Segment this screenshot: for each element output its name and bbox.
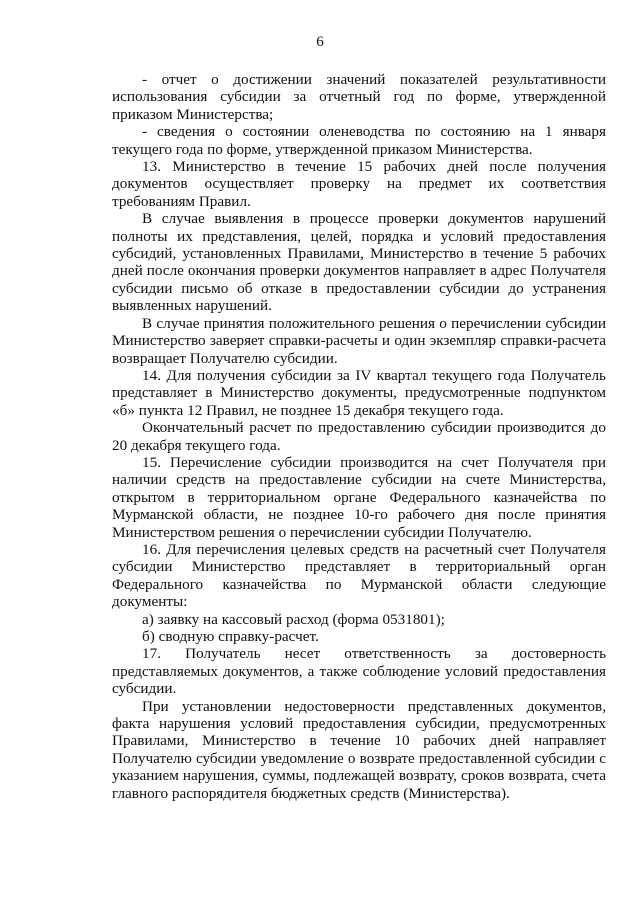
paragraph-unreliability: При установлении недостоверности представленных документов, факта нарушения условий предоставления субсидии, предусмотренных Правилами, Министерство в течение 10 рабочих дней направляет Получателю субсидии уведомление о возврате предоставленной субсидии с указанием нарушения, суммы, подлежащей возврату, сроков возврата, счета главного распорядителя бюджетных средств (Министерства). — [112, 697, 606, 802]
paragraph-item-a: а) заявку на кассовый расход (форма 0531801); — [142, 610, 445, 628]
paragraph-final-calculation: Окончательный расчет по предоставлению субсидии производится до 20 декабря текущего года. — [112, 419, 606, 454]
paragraph-violations: В случае выявления в процессе проверки документов нарушений полноты их представления, целей, порядка и условий предоставления субсидий, установленных Правилами, Министерство в течение 5 рабочих дней после окончания проверки документов направляет в адрес Получателя субсидии письмо об отказе в предоставлении субсидии до устранения выявленных нарушений. — [112, 210, 606, 315]
paragraph-reindeer-info: - сведения о состоянии оленеводства по состоянию на 1 января текущего года по форме, утвержденной приказом Министерства. — [112, 123, 606, 158]
page-number: 6 — [316, 34, 324, 50]
paragraph-item-b: б) сводную справку-расчет. — [142, 628, 319, 645]
paragraph-16: 16. Для перечисления целевых средств на расчетный счет Получателя субсидии Министерство представляет в территориальный орган Федерального казначейства по Мурманской области следующие документы: — [112, 540, 606, 611]
paragraph-17: 17. Получатель несет ответственность за достоверность представляемых документов, а также соблюдение условий предоставления субсидии. — [112, 645, 606, 698]
paragraph-13: 13. Министерство в течение 15 рабочих дней после получения документов осуществляет проверку на предмет их соответствия требованиям Правил. — [112, 158, 606, 210]
paragraph-14: 14. Для получения субсидии за IV квартал текущего года Получатель представляет в Министерство документы, предусмотренные подпунктом «б» пункта 12 Правил, не позднее 15 декабря текущего года. — [112, 366, 606, 419]
paragraph-report-achievement: - отчет о достижении значений показателей результативности использования субсидии за отчетный год по форме, утвержденной приказом Министерства; — [112, 71, 606, 123]
document-body — [112, 71, 606, 802]
paragraph-15: 15. Перечисление субсидии производится на счет Получателя при наличии средств на предоставление субсидии на счете Министерства, открытом в территориальном органе Федерального казначейства по Мурманской области, не позднее 10-го рабочего дня после принятия Министерством решения о перечислении субсидии Получателю. — [112, 453, 606, 541]
paragraph-positive-decision: В случае принятия положительного решения о перечислении субсидии Министерство заверяет справки-расчеты и один экземпляр справки-расчета возвращает Получателю субсидии. — [112, 314, 606, 367]
